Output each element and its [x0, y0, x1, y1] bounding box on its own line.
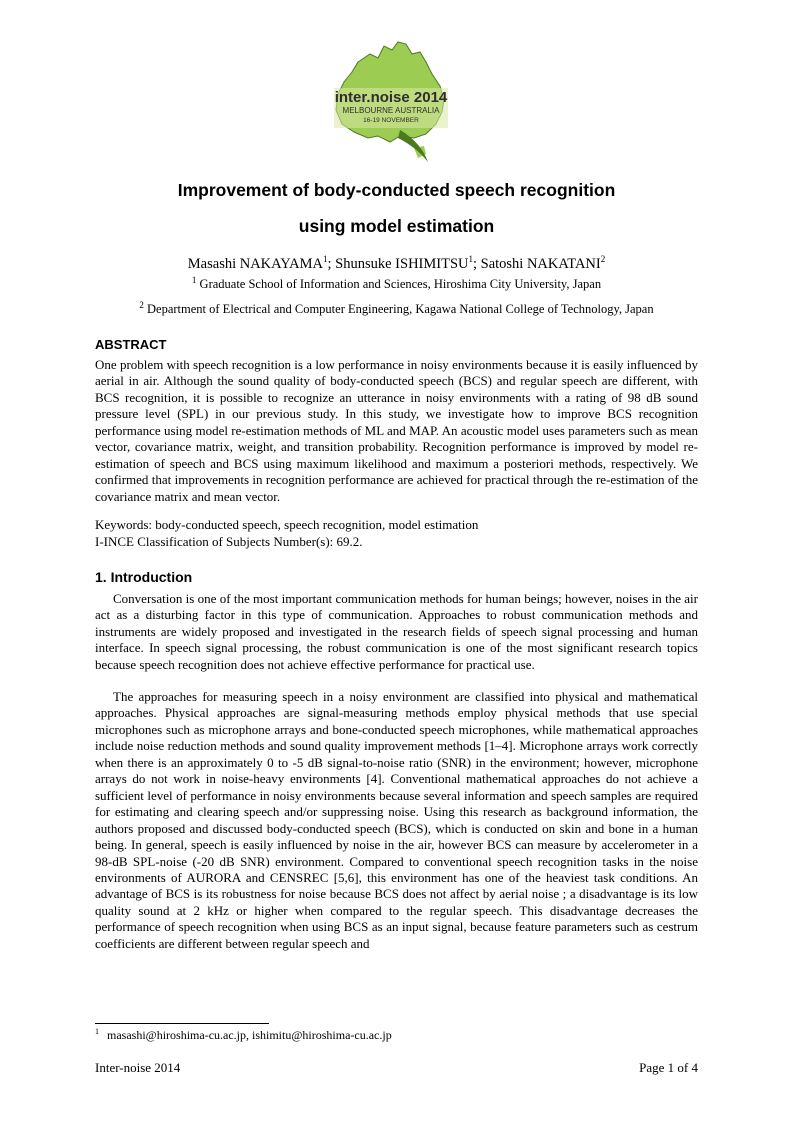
footer-conference: Inter-noise 2014: [95, 1060, 181, 1075]
abstract-heading: ABSTRACT: [95, 337, 167, 352]
paper-title-line-2: using model estimation: [298, 216, 495, 236]
intro-paragraph-2: The approaches for measuring speech in a noisy environment are classified into physical and mathematical approaches. Physical approaches are signal-measuring methods employ physical methods that use special microphones such as microphone arrays and bone-conducted speech microphones, while mathematical approaches include noise reduction methods and sound quality improvement methods [1–4]. Microphone arrays work correctly when there is an approximately 0 to -5 dB signal-to-noise ratio (SNR) in the environment; however, microphone arrays do not work in noise-heavy environments [4]. Conventional mathematical approaches do not achieve a sufficient level of performance in noisy environments because several information and speech samples are required for estimating and clearing speech and/or suppressing noise. Using this research as background information, the authors proposed and discussed body-conducted speech (BCS), which is conducted on skin and bone in a human being. In general, speech is easily influenced by noise in the air, however BCS can measure by accelerometer in a 98-dB SPL-noise (-20 dB SNR) environment. Compared to conventional speech recognition tasks in the noise environments of AURORA and CENSREC [5,6], this environment has one of the heaviest task conditions. An advantage of BCS is its robustness for noise because BCS does not affect by aerial noise ; a disadvantage is its low quality sound at 2 kHz or higher when compared to the regular speech. This disadvantage decreases the performance of speech recognition when using BCS as an input signal, because feature parameters such as cestrum coefficients are different between regular speech and: [95, 689, 698, 951]
author-name: Masashi NAKAYAMA: [187, 256, 323, 272]
author-list: Masashi NAKAYAMA$^1$; Shunsuke ISHIMITSU$^1$; Satoshi NAKATANI$^2$: [187, 254, 606, 272]
author-name: Satoshi NAKATANI: [480, 256, 601, 272]
paper-title-line-1: Improvement of body-conducted speech recognition: [177, 180, 616, 200]
logo-dates: 16-19 NOVEMBER: [363, 117, 419, 124]
affiliation-text: Department of Electrical and Computer Engineering, Kagawa National College of Technology, Japan: [147, 302, 654, 316]
affiliation-number: 1: [191, 274, 197, 285]
conference-logo: [328, 38, 454, 170]
author-affil-mark: 1: [468, 254, 473, 265]
abstract-body: One problem with speech recognition is a low performance in noisy environments because it is easily influenced by aerial in air. Although the sound quality of body-conducted speech (BCS) and regular speech are different, with BCS recognition, it is possible to recognize an utterance in noisy environments with a rating of 98 dB sound pressure level (SPL) in our previous study. In this study, we investigate how to improve BCS recognition performance using model re-estimation methods of ML and MAP. An acoustic model uses parameters such as mean vector, covariance matrix, weight, and transition probability. Recognition performance is improved by model re-estimation of speech and BCS using maximum likelihood and maximum a posteriori methods, respectively. We confirmed that improvements in recognition performance are achieved for practical through the re-estimation of the covariance matrix and mean vector.: [95, 357, 698, 504]
keywords: Keywords: body-conducted speech, speech recognition, model estimation: [95, 517, 479, 532]
footnote-emails: masashi@hiroshima-cu.ac.jp, ishimitu@hiroshima-cu.ac.jp: [107, 1028, 392, 1042]
footer-page-number: Page 1 of 4: [639, 1060, 698, 1075]
intro-paragraph-1: Conversation is one of the most important communication methods for human beings; however, noises in the air act as a disturbing factor in this type of communication. Approaches to robust communication methods and instruments are widely proposed and investigated in the research fields of speech signal processing and human interface. In speech signal processing, the robust communication is one of the most significant research topics because speech recognition does not achieve effective performance for practical use.: [95, 591, 698, 672]
logo-location: MELBOURNE AUSTRALIA: [342, 106, 440, 115]
introduction-heading: 1. Introduction: [95, 569, 193, 585]
footnote: [95, 1028, 392, 1043]
logo-title: inter.noise 2014: [334, 89, 448, 106]
footnote-divider: [95, 1023, 269, 1024]
affiliation-2: [0, 299, 793, 317]
author-name: Shunsuke ISHIMITSU: [335, 256, 469, 272]
footnote-number: 1: [95, 1027, 99, 1036]
affiliation-1: [0, 274, 793, 292]
affiliation-text: Graduate School of Information and Sciences, Hiroshima City University, Japan: [199, 277, 602, 291]
affiliation-number: 2: [139, 299, 144, 310]
author-affil-mark: 2: [600, 254, 606, 265]
classification-number: I-INCE Classification of Subjects Number(s): 69.2.: [95, 534, 363, 549]
author-affil-mark: 1: [323, 254, 328, 265]
